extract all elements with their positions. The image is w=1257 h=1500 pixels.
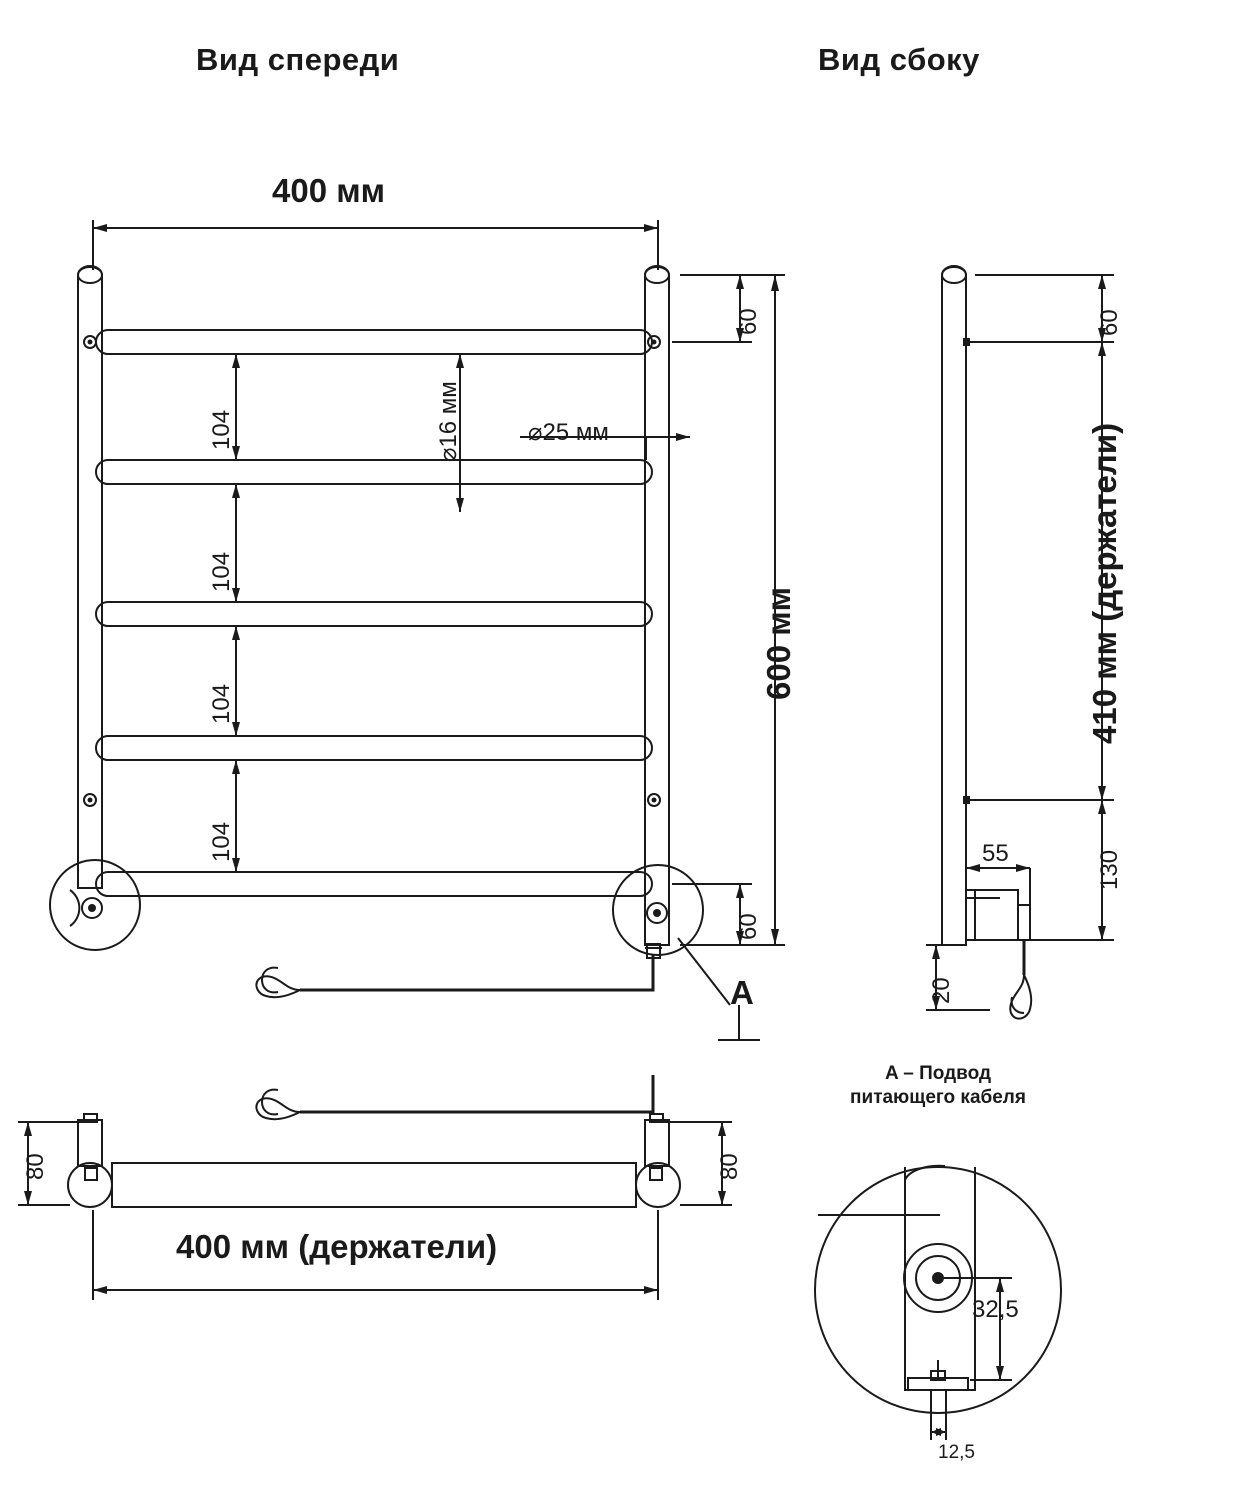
front-view-title: Вид спереди bbox=[196, 42, 400, 77]
front-bottom-offset-dimension: 60 bbox=[735, 913, 762, 940]
side-lower-offset: 130 bbox=[1096, 849, 1123, 890]
section-marker-a: A bbox=[730, 974, 754, 1011]
side-cable-offset: 20 bbox=[928, 977, 955, 1004]
side-bracket-depth: 55 bbox=[982, 840, 1009, 867]
front-width-dimension: 400 мм bbox=[272, 172, 386, 209]
detail-a-vertical-dimension: 32,5 bbox=[972, 1296, 1019, 1323]
detail-a-caption bbox=[816, 1062, 1060, 1110]
detail-a-horizontal-dimension: 12,5 bbox=[938, 1442, 975, 1463]
side-view-title: Вид сбоку bbox=[818, 42, 980, 77]
top-view-depth-right: 80 bbox=[716, 1153, 743, 1180]
rung-spacing-3: 104 bbox=[208, 683, 235, 724]
top-view-depth-left: 80 bbox=[22, 1153, 49, 1180]
detail-a-caption-line1: A – Подвод bbox=[884, 1063, 992, 1084]
front-top-offset-dimension: 60 bbox=[735, 308, 762, 335]
top-view-holders-width: 400 мм (держатели) bbox=[176, 1228, 498, 1265]
tube-diameter-25: ⌀25 мм bbox=[528, 419, 609, 446]
side-top-offset-dimension: 60 bbox=[1096, 309, 1123, 336]
detail-a-caption-line2: питающего кабеля bbox=[850, 1086, 1026, 1108]
rung-spacing-1: 104 bbox=[208, 409, 235, 450]
front-height-dimension: 600 мм bbox=[760, 586, 797, 700]
tube-diameter-16: ⌀16 мм bbox=[435, 381, 462, 462]
rung-spacing-2: 104 bbox=[208, 551, 235, 592]
rung-spacing-4: 104 bbox=[208, 821, 235, 862]
side-holders-height: 410 мм (держатели) bbox=[1086, 422, 1123, 744]
